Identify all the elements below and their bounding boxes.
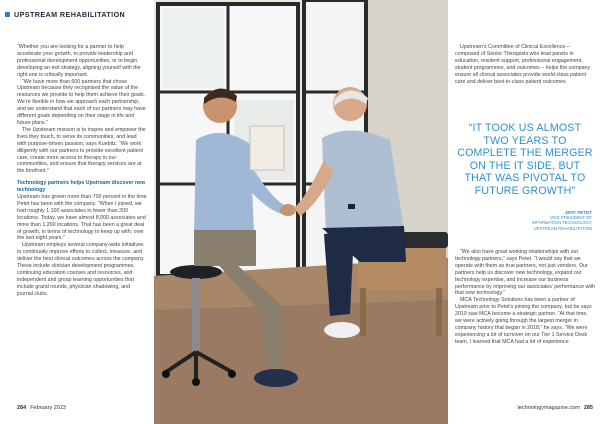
paragraph: “Whether you are looking for a partner to help accelerate your growth, to provide leadership and professional development opportunities, or to begin developing an exit strategy, aligning yourself with the right one is critically important.: [17, 44, 141, 78]
folio-left: [17, 405, 66, 411]
article-photo: [154, 0, 448, 424]
paragraph: The Upstream mission is to inspire and empower the lives they touch, to serve its communities, and lead with purpose-driven passion, says Kuebitz. “We work diligently with our partners to provide excellent patient care, create more access to therapy in our communities, and ensure that therapy services are at the forefront.”: [17, 126, 146, 175]
folio-right: [517, 405, 593, 411]
left-text-column: [17, 44, 147, 298]
right-text-column-bottom: [455, 249, 595, 346]
pull-quote: “IT TOOK US ALMOST TWO YEARS TO COMPLETE THE MERGER ON THE IT SIDE, BUT THAT WAS PIVOTAL TO FUTURE GROWTH”: [457, 122, 593, 197]
section-header: [5, 10, 125, 19]
attribution-title: INFORMATION TECHNOLOGY,: [531, 220, 592, 226]
attribution-title: VICE PRESIDENT OF: [550, 215, 592, 221]
photo-illustration-icon: [154, 0, 448, 424]
left-page: [0, 0, 148, 424]
site-url: technologymagazine.com: [517, 405, 580, 411]
right-page: [448, 0, 600, 424]
attribution-title: UPSTREAM REHABILITATION: [533, 225, 592, 231]
section-marker-icon: [5, 12, 10, 17]
paragraph: “We have more than 600 partners that chose Upstream because they recognised the value of the resources we provide to help them achieve their goals. We’re flexible in how we approach each partnership, and we understand that each of our partners may have different goals depending on their stage in life and future plans.”: [17, 78, 146, 126]
issue-date: February 2023: [30, 405, 66, 411]
paragraph: “We also have great working relationships with our technology partners,” says Petet. “I would say that we operate with them as true partners, not just vendors. Our partners help us discover new technology, expand our technology expertise, and increase our business performance by improving our associates’ performance with that new technology.”: [455, 249, 595, 297]
paragraph: Upstream’s Committee of Clinical Excellence – composed of Senior Therapists who lead panels in education, resident support, professional engagement, student programmes, and outcomes – helps the company ensure all clinical associates provide world-class patient care and deliver best-in-class patient outcomes.: [455, 44, 591, 85]
paragraph: Upstream employs several company-wide initiatives to continually improve efforts to collect, measure, and deliver the best clinical outcomes across the company. These include clinician development programmes, continuing education courses and resources, and independent and group learning opportunities that include grand rounds, physician shadowing, and journal clubs.: [17, 242, 145, 297]
right-text-column-top: [455, 44, 593, 85]
page-number: 285: [583, 405, 593, 411]
attribution-name: JEFF PETET: [564, 210, 592, 215]
section-title: UPSTREAM REHABILITATION: [14, 10, 126, 19]
quote-attribution: [532, 210, 592, 231]
subheading: Technology partners helps Upstream discover new technology: [17, 180, 146, 194]
page-number: 284: [17, 405, 27, 411]
paragraph: MCA Technology Solutions has been a partner of Upstream prior to Petet’s joining the company, but he says 2019 saw MCA become a strategic partner. “At that time, we were actively going through the largest merger in company history that began in 2018,” he says. “We were experiencing a lot of turnover on our Tier 1 Service Desk team. I learned that MCA had a lot of experience: [455, 297, 592, 345]
paragraph: Upstream has grown more than 700 percent in the time Petet has been with the company. “When I joined, we had roughly 1,100 associates in fewer than 200 locations. Today, we have almost 8,000 associates and more than 1,200 locations. That has been a great deal of growth, in terms of technology to keep up with, over the last eight years.”: [17, 194, 147, 242]
